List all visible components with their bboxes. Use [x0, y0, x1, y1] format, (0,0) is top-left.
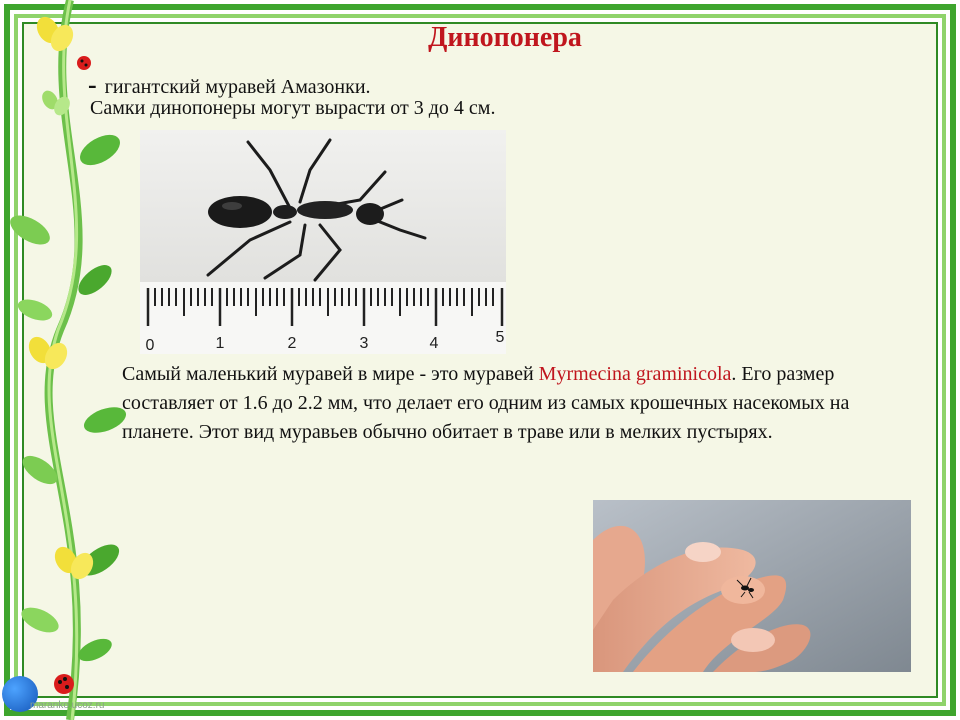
bullet-line — [88, 70, 371, 100]
bullet-dash: - — [88, 70, 97, 99]
ruler-label: 5 — [495, 329, 505, 346]
ruler-label: 0 — [145, 337, 155, 354]
ruler-label: 3 — [359, 335, 369, 352]
leaf-icon — [5, 129, 129, 666]
footer-url: maranko.ucoz.ru — [30, 700, 105, 711]
line-1-text: гигантский муравей Амазонки. — [104, 76, 371, 98]
species-name: Myrmecina graminicola — [538, 363, 732, 385]
finger-ant-photo — [593, 500, 911, 672]
slide-title: Динопонера — [428, 22, 582, 53]
line-2-text: Самки динопонеры могут вырасти от 3 до 4 см. — [90, 97, 496, 119]
paragraph-text-after: . Его размер составляет от 1.6 до 2.2 мм, что делает его одним из самых крошечных насекомых на планете. Этот вид муравьев обычно обитает в траве или в мелких пустырях. — [122, 363, 850, 443]
ruler-label: 1 — [215, 335, 225, 352]
ant-ruler-illustration — [140, 130, 506, 354]
ant-ruler-photo — [140, 130, 506, 354]
ruler-label: 4 — [429, 335, 439, 352]
ruler-label: 2 — [287, 335, 297, 352]
small-ant-paragraph — [122, 360, 912, 447]
paragraph-text-before: Самый маленький муравей в мире - это муравей — [122, 363, 539, 385]
finger-ant-illustration — [593, 500, 911, 672]
